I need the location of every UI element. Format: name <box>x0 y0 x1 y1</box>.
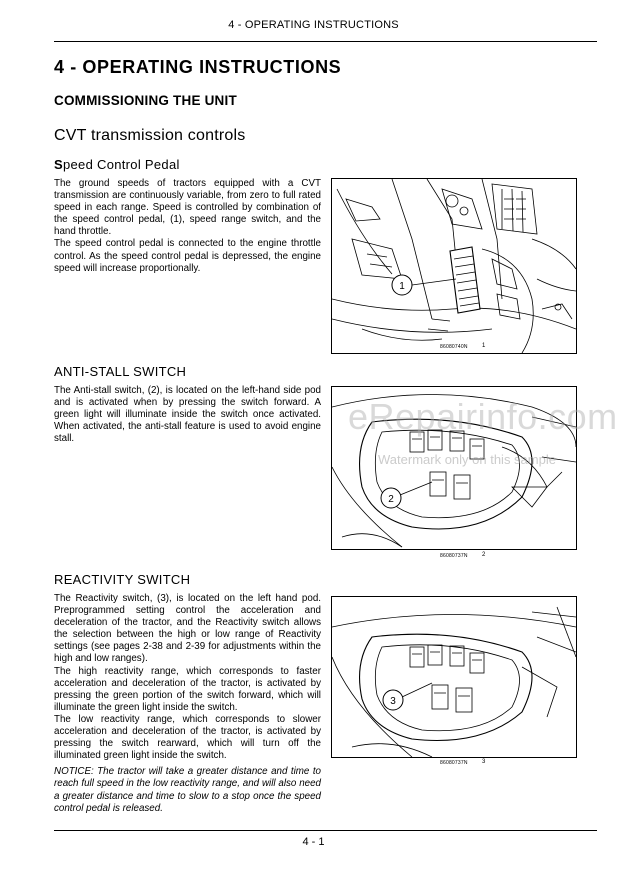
figure-number: 2 <box>482 552 486 558</box>
page-number: 4 - 1 <box>302 836 325 848</box>
figure-number: 3 <box>482 759 486 765</box>
speed-pedal-heading <box>54 157 180 172</box>
reactivity-paragraph: The high reactivity range, which corresponds to faster acceleration and deceleration of the tractor, is activated by pressing the green portion of the switch forward, which will illuminate the green light inside the switch. <box>54 665 321 713</box>
anti-stall-heading: ANTI-STALL SWITCH <box>54 364 187 379</box>
figure-callout: 3 <box>390 696 396 707</box>
watermark: eRepairinfo.com <box>348 396 618 437</box>
reactivity-paragraph: The Reactivity switch, (3), is located on the left hand pod. Preprogrammed setting control the acceleration and deceleration of the tractor, and the Reactivity switch allows the selection between the high or low range of Reactivity settings (see pages 2-38 and 2-39 for adjustments within the high and low ranges). <box>54 593 321 665</box>
figure-code: 86080740N <box>440 344 468 350</box>
figure-callout: 2 <box>388 494 394 505</box>
anti-stall-paragraph: The Anti-stall switch, (2), is located on the left-hand side pod and is activated when by pressing the switch forward. A green light will illuminate inside the switch once activated. When activated, the anti-stall feature is used to avoid engine stall. <box>54 385 321 445</box>
reactivity-figure <box>331 596 577 758</box>
section-title: COMMISSIONING THE UNIT <box>54 93 237 108</box>
figure-code: 86080737N <box>440 760 468 766</box>
reactivity-text <box>54 593 321 815</box>
watermark-note: Watermark only on this sample <box>378 452 556 467</box>
speed-pedal-heading-rest: peed Control Pedal <box>62 157 180 172</box>
figure-callout: 1 <box>399 281 405 292</box>
chapter-title: 4 - OPERATING INSTRUCTIONS <box>54 57 342 77</box>
reactivity-illustration <box>332 597 576 757</box>
speed-pedal-paragraph: The speed control pedal is connected to the engine throttle control. As the speed control pedal is depressed, the engine speed will increase proportionally. <box>54 238 321 274</box>
speed-pedal-heading-initial: S <box>54 157 63 172</box>
speed-pedal-illustration <box>332 179 576 353</box>
header-rule <box>54 41 597 42</box>
subsection-title: CVT transmission controls <box>54 127 246 144</box>
speed-pedal-paragraph: The ground speeds of tractors equipped with a CVT transmission are continuously variable, from zero to full rated speed in each range. Speed is controlled by combination of the speed control pedal, (1), speed range switch, and the hand throttle. <box>54 178 321 238</box>
speed-pedal-text <box>54 178 321 275</box>
figure-code: 86080737N <box>440 553 468 559</box>
running-header: 4 - OPERATING INSTRUCTIONS <box>228 19 399 31</box>
reactivity-paragraph: The low reactivity range, which corresponds to slower acceleration and deceleration of the tractor, is activated by pressing the switch rearward, which will turn off the illuminated green light inside the switch. <box>54 713 321 762</box>
reactivity-heading: REACTIVITY SWITCH <box>54 572 191 587</box>
speed-pedal-figure <box>331 178 577 354</box>
figure-number: 1 <box>482 343 486 349</box>
notice-paragraph: NOTICE: The tractor will take a greater distance and time to reach full speed in the low reactivity range, and will also need a greater distance and time to slow to a stop once the speed control pedal is released. <box>54 766 321 814</box>
footer-rule <box>54 830 597 831</box>
anti-stall-text <box>54 385 321 445</box>
